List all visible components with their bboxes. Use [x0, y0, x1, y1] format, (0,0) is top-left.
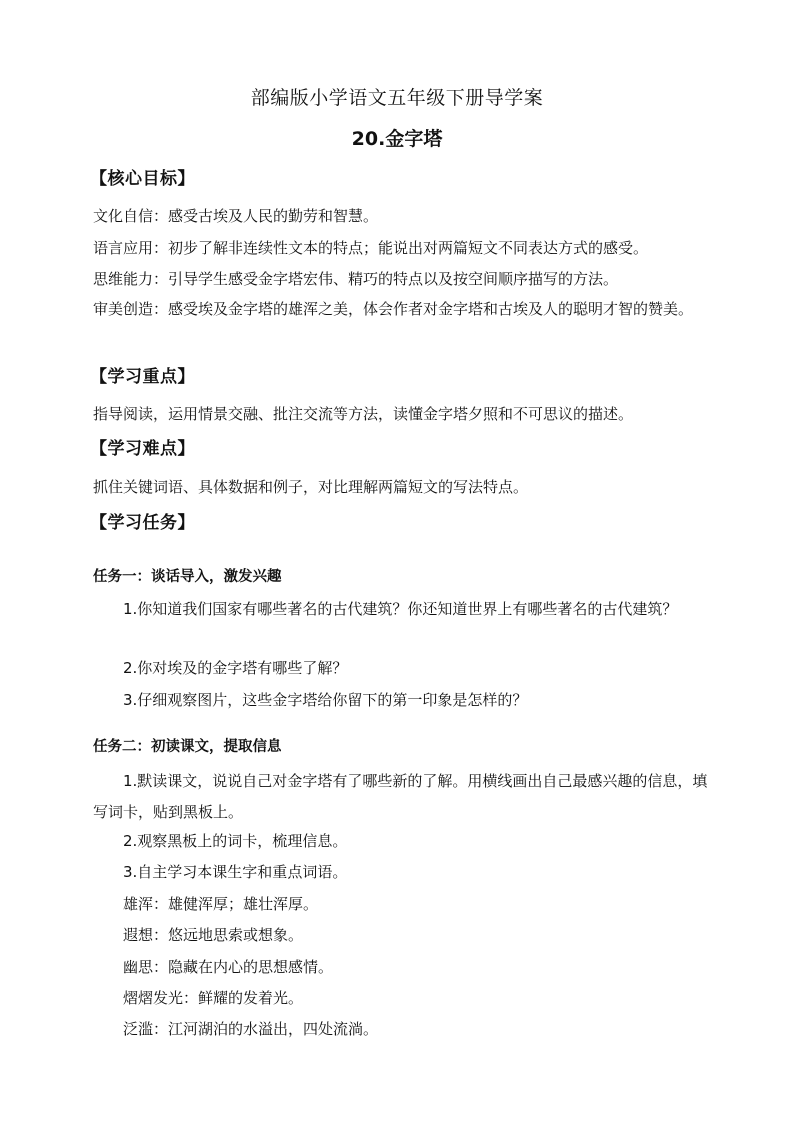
task2-title: 任务二：初读课文，提取信息	[93, 738, 282, 755]
task1-item: 1.你知道我们国家有哪些著名的古代建筑？你还知道世界上有哪些著名的古代建筑？	[123, 600, 678, 618]
task2-item: 3.自主学习本课生字和重点词语。	[123, 863, 348, 881]
key-points-text: 指导阅读，运用情景交融、批注交流等方法，读懂金字塔夕照和不可思议的描述。	[93, 405, 634, 423]
vocab-item: 泛滥：江河湖泊的水溢出，四处流淌。	[123, 1020, 379, 1038]
core-goals-heading: 【核心目标】	[90, 169, 195, 189]
task2-item: 2.观察黑板上的词卡，梳理信息。	[123, 832, 348, 850]
vocab-item: 雄浑：雄健浑厚；雄壮浑厚。	[123, 895, 319, 913]
document-title: 部编版小学语文五年级下册导学案	[250, 87, 544, 109]
core-goal-item: 审美创造：感受埃及金字塔的雄浑之美，体会作者对金字塔和古埃及人的聪明才智的赞美。	[93, 300, 694, 318]
difficulties-text: 抓住关键词语、具体数据和例子，对比理解两篇短文的写法特点。	[93, 478, 529, 496]
tasks-heading: 【学习任务】	[90, 513, 195, 533]
task1-item: 2.你对埃及的金字塔有哪些了解？	[123, 659, 348, 677]
vocab-item: 幽思：隐藏在内心的思想感情。	[123, 958, 334, 976]
core-goal-item: 思维能力：引导学生感受金字塔宏伟、精巧的特点以及按空间顺序描写的方法。	[93, 270, 619, 288]
core-goal-item: 语言应用：初步了解非连续性文本的特点；能说出对两篇短文不同表达方式的感受。	[93, 239, 649, 257]
vocab-item: 熠熠发光：鲜耀的发着光。	[123, 989, 304, 1007]
difficulties-heading: 【学习难点】	[90, 439, 195, 459]
task2-item: 1.默读课文，说说自己对金字塔有了哪些新的了解。用横线画出自己最感兴趣的信息，填写词卡，贴到黑板上。	[93, 772, 708, 821]
task1-item: 3.仔细观察图片，这些金字塔给你留下的第一印象是怎样的？	[123, 691, 528, 709]
lesson-title: 20.金字塔	[351, 128, 443, 150]
task1-title: 任务一：谈话导入，激发兴趣	[93, 568, 282, 585]
vocab-item: 遐想：悠远地思索或想象。	[123, 926, 304, 944]
core-goal-item: 文化自信：感受古埃及人民的勤劳和智慧。	[93, 207, 379, 225]
key-points-heading: 【学习重点】	[90, 367, 195, 387]
